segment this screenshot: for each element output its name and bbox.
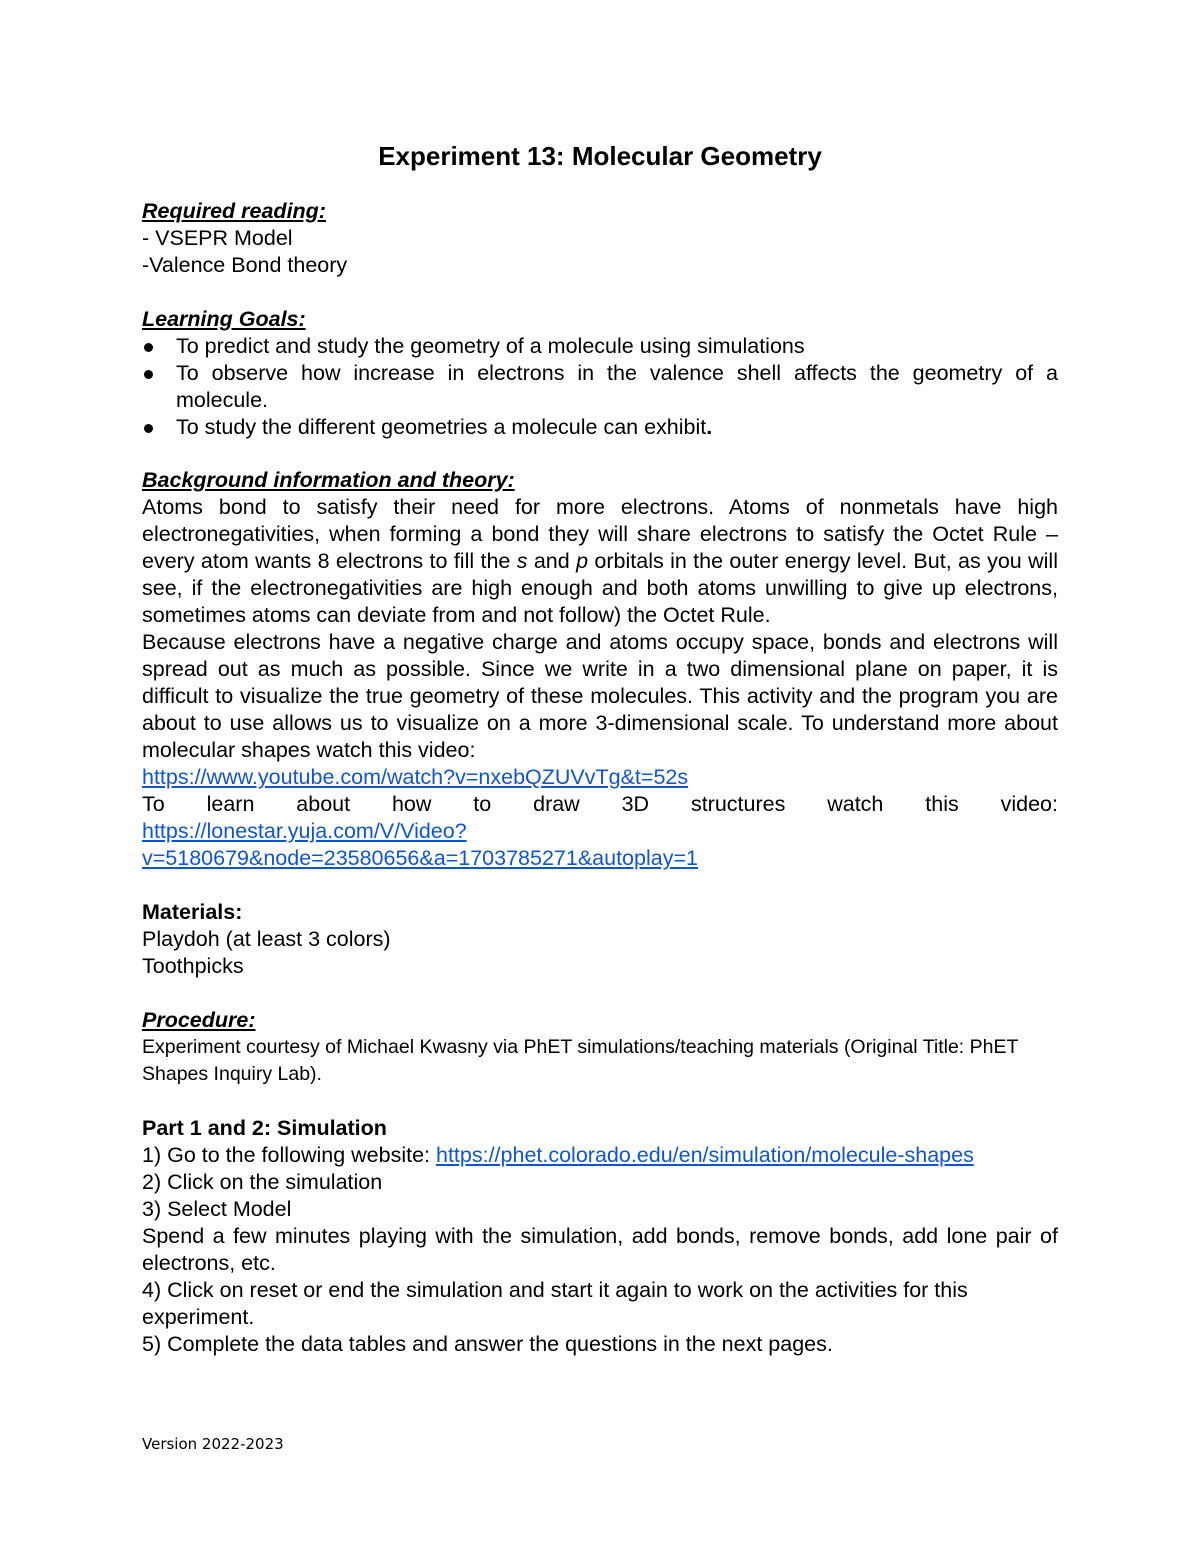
step-5: 5) Complete the data tables and answer the questions in the next pages.: [142, 1332, 833, 1356]
step-1: [142, 1142, 1058, 1169]
step-1-text: 1) Go to the following website:: [142, 1143, 436, 1167]
word: To: [142, 792, 165, 816]
yuja-link-line: [142, 845, 1058, 872]
background-text: orbitals in the outer energy level. But, as you will see, if the electronegativities are high enough and both atoms unwilling to give up electrons, sometimes atoms can deviate from and not follow) the Octet Rule.: [142, 549, 1058, 627]
phet-simulation-link[interactable]: https://phet.colorado.edu/en/simulation/molecule-shapes: [436, 1143, 974, 1167]
word: video:: [1000, 792, 1058, 816]
material-item: Playdoh (at least 3 colors): [142, 927, 391, 951]
yuja-link-line: [142, 818, 1058, 845]
material-item: Toothpicks: [142, 954, 244, 978]
background-text: Atoms bond to satisfy their need for more electrons. Atoms of nonmetals have high electronegativities, when forming a bond they will share electrons to satisfy the Octet Rule – every atom wants 8 electrons to fill the: [142, 495, 1058, 573]
background-paragraph-1: [142, 494, 1058, 629]
goal-text: To study the different geometries a molecule can exhibit: [176, 415, 707, 439]
yuja-video-link-part1[interactable]: https://lonestar.yuja.com/V/Video?: [142, 819, 467, 843]
word: to: [473, 792, 492, 816]
list-item: [142, 414, 1058, 441]
orbital-p: p: [576, 549, 589, 573]
word: watch: [827, 792, 884, 816]
orbital-s: s: [516, 549, 528, 573]
learn-draw-line: [142, 791, 1058, 818]
background-paragraph-2: Because electrons have a negative charge and atoms occupy space, bonds and electrons will spread out as much as possible. Since we write in a two dimensional plane on paper, it is difficult to visualize the true geometry of these molecules. This activity and the program you are about to use allows us to visualize on a more 3-dimensional scale. To understand more about molecular shapes watch this video:: [142, 630, 1058, 762]
step-3: 3) Select Model: [142, 1197, 292, 1221]
list-item: [142, 360, 1058, 414]
word: how: [391, 792, 432, 816]
bullet-icon: [144, 424, 153, 433]
word: structures: [690, 792, 786, 816]
spend-instructions: Spend a few minutes playing with the simulation, add bonds, remove bonds, add lone pair of electrons, etc.: [142, 1224, 1058, 1275]
goal-period: .: [706, 415, 713, 439]
yuja-video-link-part2[interactable]: v=5180679&node=23580656&a=1703785271&autoplay=1: [142, 846, 698, 870]
background-text: and: [527, 549, 577, 573]
materials-heading: Materials:: [142, 900, 243, 924]
video-link-line: [142, 764, 1058, 791]
learning-goals-heading: Learning Goals:: [142, 307, 306, 331]
list-item: [142, 333, 1058, 360]
goal-text: To observe how increase in electrons in the valence shell affects the geometry of a molecule.: [176, 361, 1058, 412]
word: about: [296, 792, 351, 816]
procedure-heading: Procedure:: [142, 1008, 256, 1032]
word: this: [925, 792, 959, 816]
required-reading-heading: Required reading:: [142, 199, 326, 223]
page-title: Experiment 13: Molecular Geometry: [378, 141, 822, 171]
step-2: 2) Click on the simulation: [142, 1170, 383, 1194]
document-page: [142, 138, 1058, 1358]
word: draw: [533, 792, 580, 816]
learning-goals-list: [142, 333, 1058, 441]
required-reading-item: -Valence Bond theory: [142, 253, 348, 277]
bullet-icon: [144, 343, 153, 352]
background-heading: Background information and theory:: [142, 468, 515, 492]
procedure-credit: Experiment courtesy of Michael Kwasny via PhET simulations/teaching materials (Original Title: PhET Shapes Inquiry Lab).: [142, 1036, 1019, 1085]
required-reading-item: - VSEPR Model: [142, 226, 293, 250]
bullet-icon: [144, 370, 153, 379]
version-footer: Version 2022-2023: [142, 1435, 284, 1453]
goal-text: To predict and study the geometry of a molecule using simulations: [176, 334, 805, 358]
word: learn: [206, 792, 255, 816]
part-heading: Part 1 and 2: Simulation: [142, 1116, 387, 1140]
step-4: 4) Click on reset or end the simulation and start it again to work on the activities for this experiment.: [142, 1278, 968, 1329]
word: 3D: [621, 792, 650, 816]
youtube-video-link[interactable]: https://www.youtube.com/watch?v=nxebQZUVvTg&t=52s: [142, 765, 689, 789]
